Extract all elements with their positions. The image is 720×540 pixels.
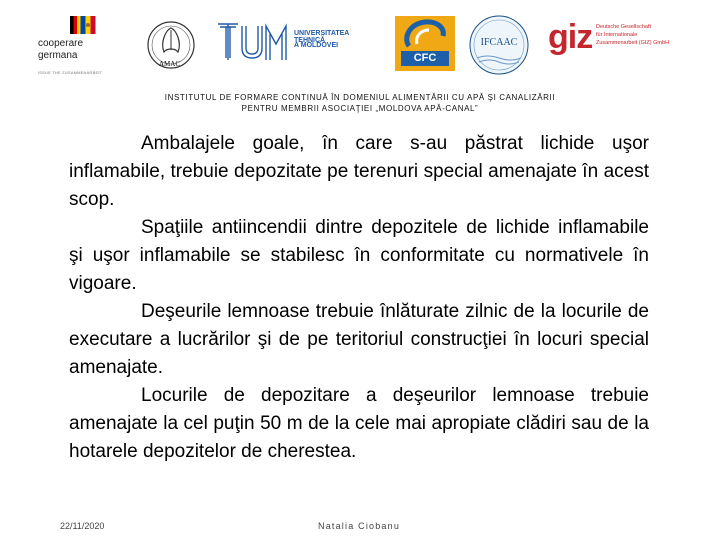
giz-wordmark: giz [548,18,593,56]
utm-text-line2: A MOLDOVEI [294,42,339,49]
utm-mark-icon [214,18,290,66]
institute-line2: PENTRU MEMBRII ASOCIAŢIEI „MOLDOVA APĂ-CANAL” [241,104,479,113]
flags-icon [28,14,108,38]
paragraph-2: Spaţiile antiincendii dintre depozitele de lichide inflamabile şi uşor inflamabile se stabilesc în conformitate cu normativele în vigoare. [69,217,649,294]
institute-header [100,92,620,114]
giz-logo [548,18,708,62]
paragraph-4: Locurile de depozitare a deşeurilor lemnoase trebuie amenajate la cel puţin 50 m de la cele mai apropiate clădiri sau de la hotarele depozitelor de cherestea. [69,385,649,462]
paragraph-1: Ambalajele goale, în care s-au păstrat lichide uşor inflamabile, trebuie depozitate pe terenuri special amenajate în acest scop. [69,133,649,210]
amac-label: AMAC [159,60,181,68]
paragraph-3: Deşeurile lemnoase trebuie înlăturate zilnic de la locurile de executare a lucrărilor şi de pe teritoriul construcţiei în locuri special amenajate. [69,301,649,378]
giz-subtitle-line1: Deutsche Gesellschaft [596,24,652,30]
cooperare-text: cooperare [38,38,84,49]
cfc-logo [395,16,455,71]
germana-text: germana [38,50,78,61]
cfc-wave-icon [395,16,455,52]
logo-bar [0,0,720,85]
footer-author: Natalia Ciobanu [318,521,401,531]
utm-logo [214,18,374,66]
giz-subtitle-line2: für Internationale [596,32,638,38]
amac-logo [146,16,196,76]
cooperare-germana-logo [28,14,108,76]
main-text [69,130,649,466]
utm-text-line1: UNIVERSITATEA TEHNICĂ [294,30,350,44]
institute-line1: INSTITUTUL DE FORMARE CONTINUĂ ÎN DOMENIUL ALIMENTĂRII CU APĂ ŞI CANALIZĂRII [164,93,556,102]
footer-date: 22/11/2020 [60,521,105,531]
cooperare-tagline: ISSUE THE ZUSAMMENARBEIT [38,70,103,75]
ifcaac-label: IFCAAC [480,37,518,48]
giz-subtitle [596,23,669,47]
cfc-label: CFC [401,51,449,66]
giz-subtitle-line3: Zusammenarbeit (GIZ) GmbH [596,40,670,46]
ifcaac-logo [467,14,531,76]
